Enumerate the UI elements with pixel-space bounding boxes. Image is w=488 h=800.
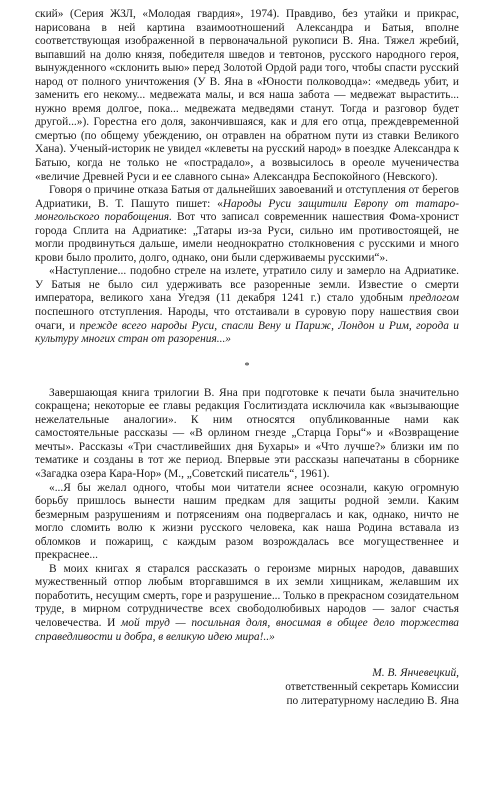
signature-title: ответственный секретарь Комиссии	[285, 681, 459, 694]
signature-title-line-2: по литературному наследию В. Яна	[286, 695, 459, 708]
paragraph-2-text-end: Вот что записал современник нашествия Фома-хронист города Сплита на Адриатике: „Татары из-за Руси, сильно им противостоящей, не могли продвинуться дальше, имели неоднократно столкновения с русскими и много крови было пролито, долго, однако, они были сдерживаемы русскими“».	[35, 211, 459, 264]
paragraph-2	[35, 184, 459, 265]
paragraph-5: «...Я бы желал одного, чтобы мои читатели яснее осознали, какую огромную борьбу пришлось вынести нашим предкам для защиты родной земли. Каким безмерным разрушениям и потрясениям она подвергалась и как, однако, ничто не могло сломить волю к жизни русского человека, как наша Родина вставала из обломков и пожарищ, с каждым разом возрождалась все могущественнее и прекраснее...	[35, 481, 459, 562]
paragraph-6-text: В моих книгах я старался рассказать о героизме мирных народов, дававших мужественный отпор любым вторгавшимся в их земли хищникам, желавшим их поработить, несущим смерть, горе и разрушение... Только в прекрасном созидательном труде, в мирном сотрудничестве всех свободолюбивых народов — залог счастья человечества. И	[35, 562, 459, 629]
paragraph-3-text: «Наступление... подобно стреле на излете, утратило силу и замерло на Адриатике. У Батыя не было сил удерживать все разоренные земли. Известие о смерти императора, великого хана Угедэя (11 декабря 1241 г.) стало удобным	[35, 265, 459, 305]
paragraph-3-emphasis: предлогом	[409, 292, 459, 305]
signature-block	[35, 666, 459, 708]
paragraph-2-emphasis: Народы Руси защитили Европу от татаро-монгольского порабощения.	[35, 197, 459, 224]
signature-name: М. В. Янчевецкий,	[372, 667, 459, 680]
paragraph-6-emphasis: мой труд — посильная доля, вносимая в общее дело торжества справедливости и добра, в великую идею мира!..»	[35, 616, 460, 643]
paragraph-3-text-mid: поспешного отступления. Народы, что отстаивали в суровую пору нашествия свои очаги, и	[35, 306, 459, 332]
paragraph-3	[35, 265, 459, 346]
paragraph-4: Завершающая книга трилогии В. Яна при подготовке к печати была значительно сокращена; некоторые ее главы редакция Гослитиздата исключила как «вызывающие нежелательные аналогии». К ним относятся опубликованные нами как самостоятельные рассказы — «В орлином гнезде „Старца Горы“» и «Возвращение мечты». Рассказы «Три счастливейших дня Бухары» и «Что лучше?» близки им по тематике и созданы в тот же период. Впервые эти рассказы напечатаны в сборнике «Загадка озера Кара-Нор» (М., „Советский писатель“, 1961).	[35, 386, 459, 480]
paragraph-6	[35, 563, 459, 644]
paragraph-2-text: Говоря о причине отказа Батыя от дальнейших завоеваний и отступления от берегов Адриатики, В. Т. Пашуто пишет: «	[35, 184, 459, 210]
document-page	[35, 8, 459, 708]
paragraph-1: ский» (Серия ЖЗЛ, «Молодая гвардия», 1974). Правдиво, без утайки и прикрас, нарисована в ней картина взаимоотношений Александра и Батыя, вполне соответствующая изображенной в первоначальной рукописи В. Яна. Тяжел жребий, выпавший на долю князя, победителя шведов и тевтонов, русского народного героя, вынужденного «склонить выю» перед Золотой Ордой ради того, чтобы спасти русский народ от полного уничтожения (У В. Яна в «Юности полководца»: «медведь убит, и заменить его некому... медвежата малы, и вся наша забота — медвежат вырастить... нужно время долгое, пока... медвежата медведями станут. Тогда и разговор будет другой...»). Горестна его доля, закончившаяся, как и для его отца, преждевременной смертью (по общему убеждению, он отравлен на обратном пути из ставки Великого Хана). Ученый-историк не увидел «клеветы на русский народ» в поездке Александра к Батыю, когда не только не «пострадало», а возвысилось в ореоле мученичества «величие Древней Руси и ее славного сына» Александра Беспокойного (Невского).	[35, 8, 459, 183]
section-separator: *	[244, 360, 250, 372]
paragraph-3-emphasis-end: прежде всего народы Руси, спасли Вену и Париж, Лондон и Рим, города и культуру многих стран от разорения...»	[35, 319, 459, 346]
